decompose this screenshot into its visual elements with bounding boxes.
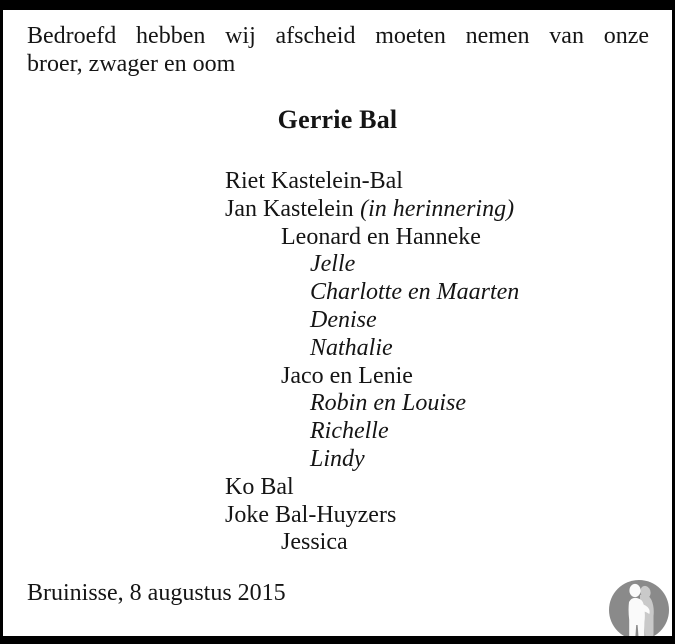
- intro-line-1: Bedroefd hebben wij afscheid moeten nemen van onze: [27, 23, 649, 49]
- family-member-row: [3, 224, 672, 252]
- family-member-name: Joke Bal-Huyzers: [225, 501, 397, 528]
- family-member-row: [3, 502, 672, 530]
- family-member-name: Denise: [310, 306, 377, 333]
- family-member-name: Jan Kastelein: [225, 195, 354, 222]
- family-member-name: Charlotte en Maarten: [310, 279, 520, 306]
- family-member-name: Lindy: [310, 445, 365, 472]
- family-member-name: Nathalie: [310, 334, 393, 361]
- family-list: [3, 168, 672, 557]
- family-member-name: Richelle: [310, 418, 389, 445]
- family-member-name: Jaco en Lenie: [281, 362, 413, 389]
- family-member-name: Leonard en Hanneke: [281, 223, 481, 250]
- family-member-name: Robin en Louise: [310, 390, 466, 417]
- family-member-row: [3, 279, 672, 307]
- family-member-name: Ko Bal: [225, 473, 294, 500]
- intro-line-2: broer, zwager en oom: [27, 51, 236, 77]
- place-date-line: Bruinisse, 8 augustus 2015: [27, 580, 286, 606]
- family-member-name: Jelle: [310, 251, 356, 278]
- deceased-name-title: Gerrie Bal: [277, 105, 398, 134]
- embracing-figures-icon: [609, 580, 669, 640]
- family-member-row: [3, 335, 672, 363]
- family-member-row: [3, 474, 672, 502]
- family-member-row: [3, 363, 672, 391]
- family-member-row: [3, 390, 672, 418]
- family-member-row: [3, 418, 672, 446]
- family-member-row: [3, 196, 672, 224]
- family-member-row: [3, 251, 672, 279]
- family-member-row: [3, 446, 672, 474]
- family-member-name: Riet Kastelein-Bal: [225, 168, 403, 194]
- family-member-row: [3, 307, 672, 335]
- publisher-logo: [609, 580, 669, 640]
- in-memoriam-note: (in herinnering): [360, 195, 515, 222]
- intro-paragraph: [27, 22, 649, 78]
- family-member-row: [3, 168, 672, 196]
- family-member-row: [3, 529, 672, 557]
- family-member-name: Jessica: [281, 529, 348, 556]
